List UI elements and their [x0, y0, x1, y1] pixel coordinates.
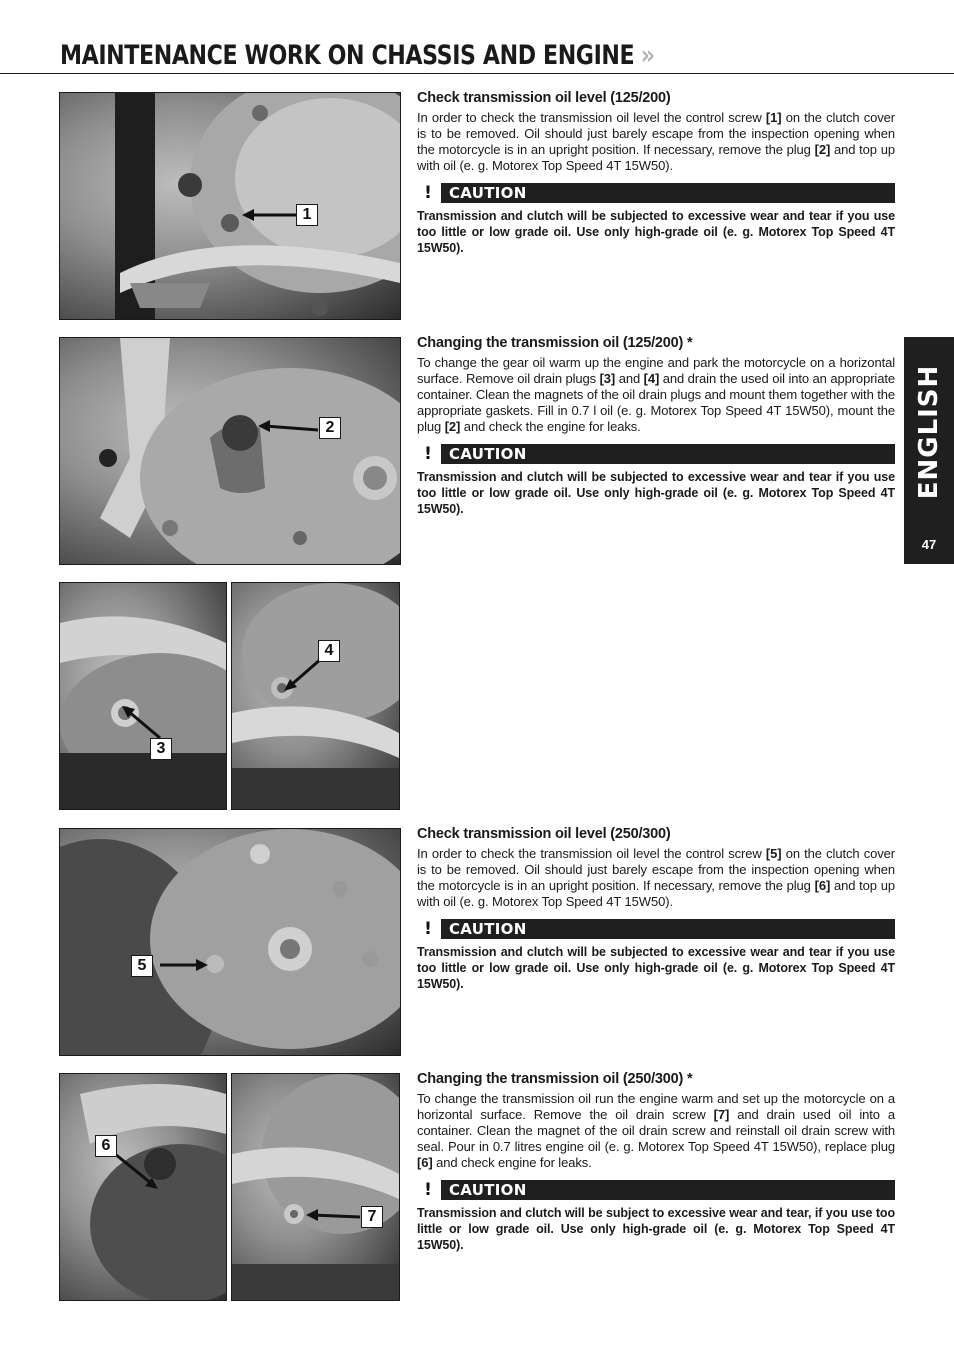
title-chevron-icon: »	[640, 40, 655, 71]
section-body: To change the transmission oil run the engine warm and set up the motorcycle on a horizontal surface. Remove the oil drain screw [7] and drain used oil into a container. Clean the magnet of the oil drain screw and reinstall oil drain screw with seal. Pour in 0.7 litres engine oil (e. g. Motorex Top Speed 4T 15W50), replace plug [6] and check engine for leaks.	[417, 1091, 895, 1170]
language-label: ENGLISH	[914, 364, 944, 500]
ref-4: [4]	[643, 371, 660, 386]
caution-text: Transmission and clutch will be subject to excessive wear and tear, if you use too little or low grade oil. Use only high-grade oil (e. g. Motorex Top Speed 4T 15W50).	[417, 1206, 895, 1252]
ref-2: [2]	[444, 419, 461, 434]
caution-bar	[417, 183, 895, 203]
exclamation-icon: !	[417, 444, 439, 464]
caution-bar	[417, 1180, 895, 1200]
header-rule	[0, 73, 954, 74]
language-tab	[904, 337, 954, 564]
callout-7: 7	[361, 1206, 383, 1228]
section-change-oil-250	[417, 1071, 895, 1253]
ref-1: [1]	[765, 110, 782, 125]
caution-label: CAUTION	[441, 919, 895, 939]
section-title: Changing the transmission oil (250/300) *	[417, 1071, 693, 1087]
exclamation-icon: !	[417, 1180, 439, 1200]
caution-text: Transmission and clutch will be subjected to excessive wear and tear if you use too little or low grade oil. Use only high-grade oil (e. g. Motorex Top Speed 4T 15W50).	[417, 209, 895, 255]
caution-bar	[417, 444, 895, 464]
caution-text: Transmission and clutch will be subjected to excessive wear and tear if you use too little or low grade oil. Use only high-grade oil (e. g. Motorex Top Speed 4T 15W50).	[417, 470, 895, 516]
caution-text: Transmission and clutch will be subjected to excessive wear and tear if you use too little or low grade oil. Use only high-grade oil (e. g. Motorex Top Speed 4T 15W50).	[417, 945, 895, 991]
ref-2: [2]	[814, 142, 831, 157]
section-title: Check transmission oil level (250/300)	[417, 826, 671, 842]
caution-bar	[417, 919, 895, 939]
section-change-oil-125	[417, 335, 895, 517]
section-body: To change the gear oil warm up the engine and park the motorcycle on a horizontal surface. Remove oil drain plugs [3] and [4] and drain the used oil into an appropriate container. Clean the magnets of the oil drain plugs and mount them together with the appropriate gaskets. Fill in 0.7 l oil (e. g. Motorex Top Speed 4T 15W50), mount the plug [2] and check the engine for leaks.	[417, 355, 895, 434]
photo-drain-plug-4	[231, 582, 400, 810]
section-check-oil-125	[417, 90, 895, 256]
ref-3: [3]	[599, 371, 616, 386]
exclamation-icon: !	[417, 919, 439, 939]
photo-plug-6	[59, 1073, 227, 1301]
callout-4: 4	[318, 640, 340, 662]
section-body: In order to check the transmission oil level the control screw [1] on the clutch cover is to be removed. Oil should just barely escape from the inspection opening when the motorcycle is in an upright position. If necessary, remove the plug [2] and top up with oil (e. g. Motorex Top Speed 4T 15W50).	[417, 110, 895, 173]
ref-6: [6]	[417, 1155, 433, 1170]
section-title: Check transmission oil level (125/200)	[417, 90, 671, 106]
page-title-text: MAINTENANCE WORK ON CHASSIS AND ENGINE	[60, 40, 635, 71]
callout-2: 2	[319, 417, 341, 439]
photo-oil-plug-125	[59, 337, 401, 565]
ref-7: [7]	[713, 1107, 730, 1122]
callout-6: 6	[95, 1135, 117, 1157]
section-check-oil-250	[417, 826, 895, 992]
callout-5: 5	[131, 955, 153, 977]
ref-5: [5]	[765, 846, 782, 861]
exclamation-icon: !	[417, 183, 439, 203]
photo-drain-screw-7	[231, 1073, 400, 1301]
section-body: In order to check the transmission oil level the control screw [5] on the clutch cover is to be removed. Oil should just barely escape from the inspection opening when the motorcycle is in an upright position. If necessary, remove the plug [6] and top up with oil (e. g. Motorex Top Speed 4T 15W50).	[417, 846, 895, 909]
callout-3: 3	[150, 738, 172, 760]
photo-clutch-cover-125	[59, 92, 401, 320]
section-title: Changing the transmission oil (125/200) *	[417, 335, 693, 351]
page-title	[60, 40, 655, 71]
caution-label: CAUTION	[441, 444, 895, 464]
photo-drain-plug-3	[59, 582, 227, 810]
callout-1: 1	[296, 204, 318, 226]
page-number: 47	[921, 537, 937, 552]
caution-label: CAUTION	[441, 1180, 895, 1200]
caution-label: CAUTION	[441, 183, 895, 203]
ref-6: [6]	[814, 878, 831, 893]
photo-control-screw-250	[59, 828, 401, 1056]
